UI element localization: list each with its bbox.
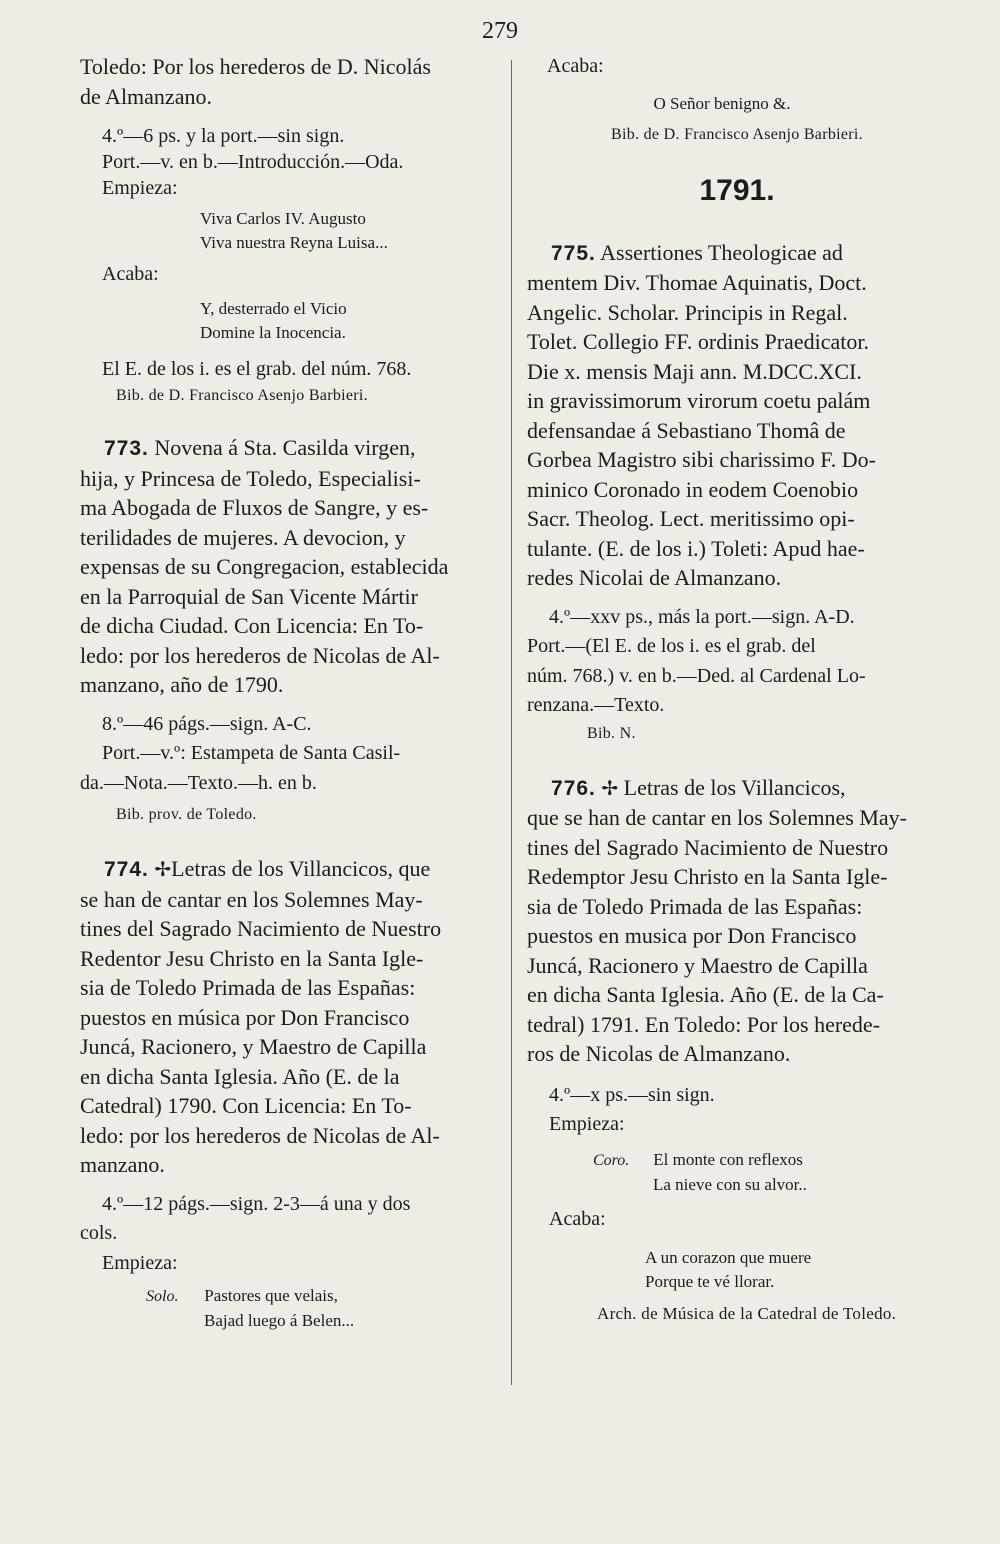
entry-format: 4.º—x ps.—sin sign. (549, 1083, 715, 1106)
entry-port: Port.—v.º: Estampeta de Santa Casil- (102, 742, 401, 764)
entry-text: tulante. (E. de los i.) Toleti: Apud hae- (527, 535, 865, 561)
intro-acaba-verse: Domine la Inocencia. (200, 323, 346, 342)
entry-text: Novena á Sta. Casilda virgen, (154, 435, 416, 460)
solo-label: Solo. (146, 1288, 179, 1305)
intro-acaba-verse: Y, desterrado el Vicio (200, 299, 347, 318)
entry-text: Letras de los Villancicos, que (171, 856, 431, 881)
entry-text: expensas de su Congregacion, establecida (80, 554, 449, 579)
entry-text: en la Parroquial de San Vicente Mártir (80, 583, 418, 609)
verse-text: Porque te vé llorar. (645, 1272, 775, 1291)
entry-number: 776. (551, 776, 596, 800)
entry-776 (527, 773, 947, 1325)
entry-773-first-line (80, 433, 507, 464)
entry-acaba-label: Acaba: (549, 1207, 606, 1230)
entry-text: Die x. mensis Maji ann. M.DCC.XCI. (527, 358, 862, 384)
entry-verse-line (527, 1148, 947, 1173)
entry-text: sia de Toledo Primada de las Españas: (527, 893, 863, 919)
cross-icon: ✢ (154, 857, 172, 881)
entry-text: Juncá, Racionero, y Maestro de Capilla (80, 1034, 427, 1059)
verse-text: A un corazon que muere (645, 1248, 812, 1267)
entry-text: ledo: por los herederos de Nicolas de Al- (80, 642, 440, 668)
verse-text: Pastores que velais, (204, 1286, 338, 1305)
entry-text: Angelic. Scholar. Principis in Regal. (527, 299, 848, 325)
verse-text: El monte con reflexos (653, 1149, 803, 1169)
entry-text: Gorbea Magistro sibi charissimo F. Do- (527, 447, 876, 472)
intro-bib: Bib. de D. Francisco Asenjo Barbieri. (116, 387, 368, 404)
entry-text: tines del Sagrado Nacimiento de Nuestro (80, 916, 442, 941)
verse-text: La nieve con su alvor.. (653, 1174, 807, 1194)
intro-acaba-label: Acaba: (102, 263, 159, 285)
intro-empieza-verse: Viva Carlos IV. Augusto (200, 209, 366, 228)
entry-format: 4.º—12 págs.—sign. 2-3—á una y dos (102, 1192, 411, 1215)
entry-773 (80, 433, 507, 824)
entry-774-first-line (80, 854, 507, 885)
entry-text: minico Coronado in eodem Coenobio (527, 476, 859, 502)
intro-port: Port.—v. en b.—Introducción.—Oda. (102, 151, 404, 173)
entry-format: 8.º—46 págs.—sign. A-C. (102, 712, 312, 735)
intro-line: de Almanzano. (80, 83, 212, 109)
entry-empieza-label: Empieza: (549, 1113, 625, 1135)
entry-text: se han de cantar en los Solemnes May- (80, 886, 423, 912)
entry-text: ros de Nicolas de Almanzano. (527, 1041, 791, 1066)
entry-text: Redemptor Jesu Christo en la Santa Igle- (527, 864, 888, 889)
entry-text: de dicha Ciudad. Con Licencia: En To- (80, 613, 424, 638)
top-verse: O Señor benigno &. (653, 93, 791, 113)
entry-text: terilidades de mujeres. A devocion, y (80, 524, 406, 550)
entry-text: manzano, año de 1790. (80, 672, 284, 697)
entry-text: Letras de los Villancicos, (623, 774, 846, 800)
entry-text: ledo: por los herederos de Nicolas de Al- (80, 1122, 440, 1148)
entry-port: da.—Nota.—Texto.—h. en b. (80, 771, 317, 794)
intro-note: El E. de los i. es el grab. del núm. 768. (102, 358, 412, 380)
entry-text: Sacr. Theolog. Lect. meritissimo opi- (527, 506, 855, 531)
entry-text: tines del Sagrado Nacimiento de Nuestro (527, 834, 889, 860)
entry-format: 4.º—xxv ps., más la port.—sign. A-D. (549, 605, 855, 628)
entry-text: puestos en musica por Don Francisco (527, 923, 857, 948)
entry-text: hija, y Princesa de Toledo, Especialisi- (80, 465, 421, 491)
entry-text: en dicha Santa Iglesia. Año (E. de la (80, 1063, 400, 1089)
cross-icon: ✢ (601, 775, 619, 800)
entry-text: Tolet. Collegio FF. ordinis Praedicator. (527, 329, 869, 354)
entry-format: cols. (80, 1222, 118, 1244)
entry-text: Catedral) 1790. Con Licencia: En To- (80, 1093, 412, 1118)
entry-empieza-label: Empieza: (102, 1251, 178, 1274)
entry-number: 773. (104, 437, 149, 460)
entry-number: 775. (551, 241, 596, 265)
entry-775 (527, 238, 947, 743)
entry-774 (80, 854, 507, 1333)
intro-empieza-label: Empieza: (102, 177, 178, 199)
left-column (80, 52, 507, 1333)
entry-text: Redentor Jesu Christo en la Santa Igle- (80, 945, 424, 971)
entry-verse-line (80, 1284, 507, 1309)
entry-format: núm. 768.) v. en b.—Ded. al Cardenal Lo- (527, 664, 866, 687)
entry-text: ma Abogada de Fluxos de Sangre, y es- (80, 495, 429, 520)
entry-text: que se han de cantar en los Solemnes May- (527, 805, 907, 830)
intro-format: 4.º—6 ps. y la port.—sin sign. (102, 125, 345, 147)
entry-text: sia de Toledo Primada de las Españas: (80, 975, 416, 1000)
entry-text: puestos en música por Don Francisco (80, 1004, 410, 1030)
entry-number: 774. (104, 858, 149, 881)
top-bib: Bib. de D. Francisco Asenjo Barbieri. (611, 125, 863, 143)
right-column (527, 52, 947, 1324)
year-heading: 1791. (699, 173, 775, 207)
entry-bib: Bib. N. (587, 724, 636, 742)
entry-text: in gravissimorum virorum coetu palám (527, 388, 871, 413)
entry-text: Assertiones Theologicae ad (600, 239, 843, 265)
entry-text: en dicha Santa Iglesia. Año (E. de la Ca- (527, 982, 884, 1007)
coro-label: Coro. (593, 1151, 630, 1169)
entry-bib: Bib. prov. de Toledo. (116, 806, 257, 823)
intro-line: Toledo: Por los herederos de D. Nicolás (80, 54, 431, 79)
entry-text: defensandae á Sebastiano Thomâ de (527, 417, 846, 443)
column-divider (511, 60, 512, 1385)
entry-text: mentem Div. Thomae Aquinatis, Doct. (527, 270, 867, 295)
entry-format: Port.—(El E. de los i. es el grab. del (527, 635, 816, 657)
top-acaba-label: Acaba: (547, 55, 604, 77)
entry-text: tedral) 1791. En Toledo: Por los herede- (527, 1011, 881, 1037)
page-number: 279 (482, 18, 518, 44)
entry-text: manzano. (80, 1152, 165, 1177)
entry-format: renzana.—Texto. (527, 694, 665, 716)
entry-775-first-line (527, 238, 947, 269)
entry-776-first-line (527, 773, 947, 804)
verse-text: Bajad luego á Belen... (204, 1311, 355, 1330)
entry-archive: Arch. de Música de la Catedral de Toledo. (597, 1304, 897, 1323)
entry-text: redes Nicolai de Almanzano. (527, 565, 782, 590)
intro-empieza-verse: Viva nuestra Reyna Luisa... (200, 233, 388, 252)
entry-text: Juncá, Racionero y Maestro de Capilla (527, 952, 868, 978)
